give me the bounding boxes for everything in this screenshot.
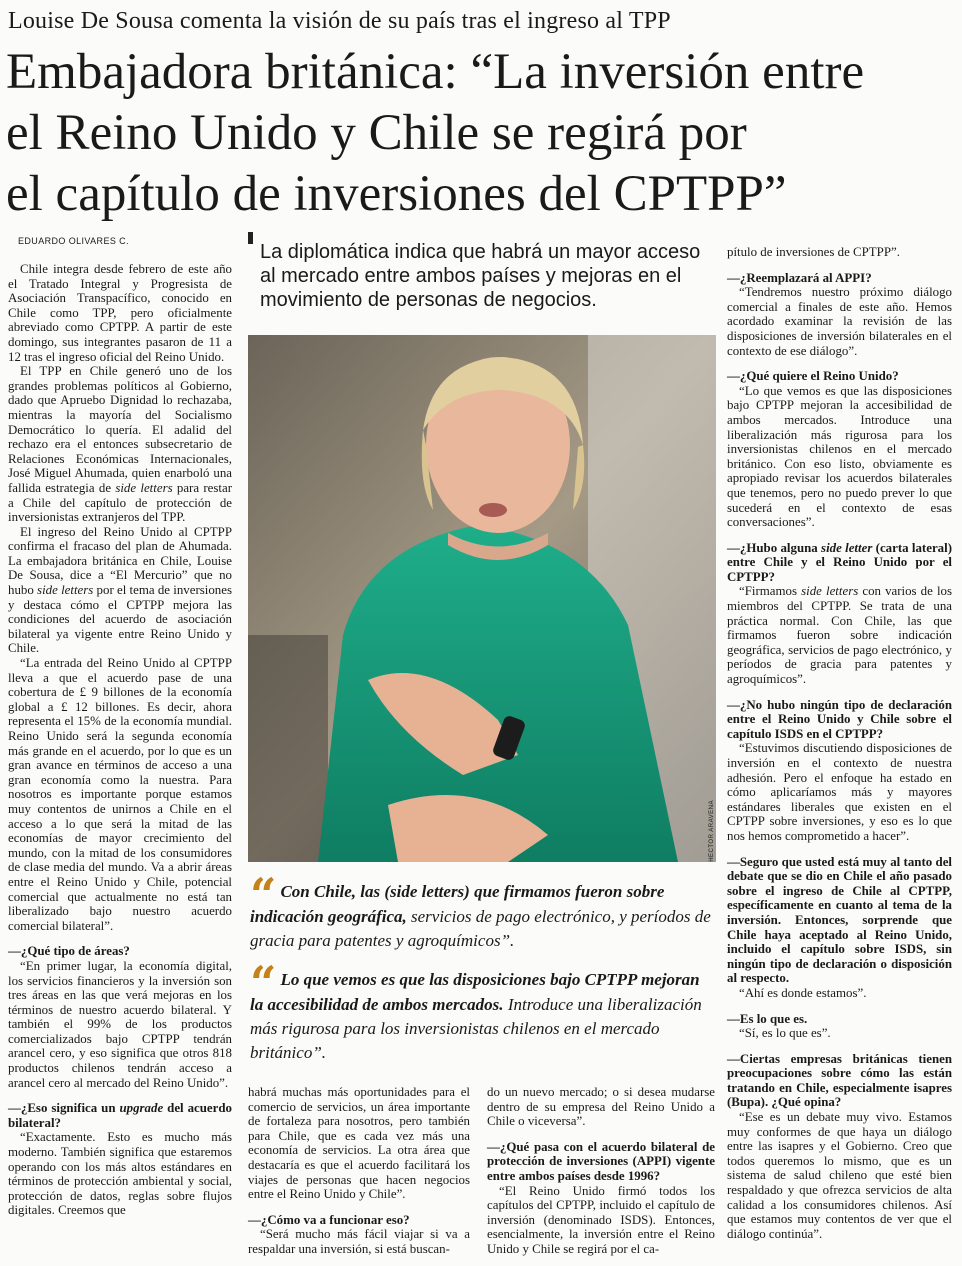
ambassador-photo	[248, 335, 716, 862]
article-column-2	[248, 1085, 470, 1257]
headline-line-1: Embajadora británica: “La inversión entre	[6, 44, 865, 100]
interview-question: —Es lo que es.	[727, 1011, 808, 1026]
interview-answer: “Será mucho más fácil viajar si va a respaldar una inversión, si está buscan-	[248, 1227, 470, 1256]
article-column-3	[487, 1085, 715, 1257]
interview-answer: “Exactamente. Esto es mucho más moderno. También significa que estaremos operando con los más altos estándares en términos de protección ambiental y social, protección de datos, reglas sobre flujos digitales. Creemos que	[8, 1130, 232, 1218]
interview-question: —¿Qué tipo de áreas?	[8, 944, 130, 959]
pull-quote-1: “ Con Chile, las (side letters) que firmamos fueron sobre indicación geográfica, servicios de pago electrónico, y períodos de gracia para patentes y agroquímicos”.	[250, 868, 711, 950]
paragraph: Chile integra desde febrero de este año el Tratado Integral y Progresista de Asociación Transpacífico, conocido en Chile como TPP, pero oficialmente abreviado como CPTPP. A partir de este domingo, sus integrantes pasaron de 11 a 12 tras el ingreso oficial del Reino Unido.	[8, 262, 232, 364]
quote-mark-icon: “	[250, 868, 277, 922]
interview-answer: “Sí, es lo que es”.	[739, 1026, 831, 1041]
paragraph: “La entrada del Reino Unido al CPTPP lleva a que el acuerdo pase de una cobertura de £ 9 billones de la economía global a £ 12 billones. Es decir, ahora representa el 15% de la economía mundial. Reino Unido será la segunda economía más grande en el acuerdo, por lo que es un gran avance en términos de acceso a una gran economía como la nuestra. Para nosotros es importante porque estamos muy contentos de unirnos a Chile en el acceso a lo que será la mitad de las economías de mayor crecimiento del mundo, con la mitad de los consumidores de clase media del mundo. Va a abrir áreas entre el Reino Unido y Chile, potencial comercial que actualmente no está tan liberalizado bajo nuestro acuerdo comercial bilateral”.	[8, 656, 232, 933]
interview-answer: “En primer lugar, la economía digital, los servicios financieros y la inversión son tres áreas en las que verá mejoras en los términos de nuestro acuerdo bilateral. Y también el 99% de los productos comercializados bajo CPTPP tendrán arancel cero, y eso significa que otros 818 productos chilenos tendrán acceso a arancel cero al mercado del Reino Unido”.	[8, 958, 232, 1090]
lead-marker	[248, 232, 253, 244]
interview-question: —Seguro que usted está muy al tanto del debate que se dio en Chile el año pasado sobre el ingreso de Chile al CPTPP, específicamente en cuanto al tema de la inversión. Entonces, sorprende que Chile haya aceptado al Reino Unido, incluido el capítulo sobre ISDS, sin ningún tipo de declaración o disposición al respecto.	[727, 854, 952, 986]
interview-question: —¿Reemplazará al APPI?	[727, 270, 872, 285]
interview-question: —¿Hubo alguna side letter (carta lateral) entre Chile y el Reino Unido por el CPTPP?	[727, 540, 952, 584]
paragraph: El TPP en Chile generó uno de los grandes problemas políticos al Gobierno, dado que Apruebo Dignidad lo rechazaba, mientras la mayoría del Socialismo Democrático lo quería. El adalid del rechazo era el entonces subsecretario de Relaciones Económicas Internacionales, José Miguel Ahumada, quien enarboló una fallida estrategia de side letters para restar a Chile del capítulo de protección de inversionistas extranjeros del TPP.	[8, 364, 232, 525]
photo-credit: HÉCTOR ARAVENA	[709, 800, 715, 862]
interview-answer: “Ahí es donde estamos”.	[739, 985, 867, 1000]
pull-quote-2: “ Lo que vemos es que las disposiciones bajo CPTPP mejoran la accesibilidad de ambos mercados. Introduce una liberalización más rigurosa para los inversionistas chilenos en el mercado británico”.	[250, 956, 702, 1062]
paragraph: habrá muchas más oportunidades para el comercio de servicios, un área importante de fortaleza para nosotros, pero también para Chile, que es cada vez más una economía de servicios. La otra área que destacaría es que el acuerdo facilitará los viajes de personas que hacen negocios entre el Reino Unido y Chile”.	[248, 1085, 470, 1202]
interview-question: —¿Qué quiere el Reino Unido?	[727, 369, 899, 384]
lead-paragraph: La diplomática indica que habrá un mayor acceso al mercado entre ambos países y mejoras en el movimiento de personas de negocios.	[260, 241, 701, 311]
interview-question: —¿Cómo va a funcionar eso?	[248, 1212, 410, 1227]
quote-mark-icon: “	[250, 956, 277, 1010]
article-column-4	[727, 245, 952, 1241]
byline: EDUARDO OLIVARES C.	[18, 236, 129, 246]
paragraph: pítulo de inversiones de CPTPP”.	[727, 245, 900, 259]
headline-line-2: el Reino Unido y Chile se regirá por	[6, 105, 747, 161]
interview-question: —¿Qué pasa con el acuerdo bilateral de protección de inversiones (APPI) vigente entre ambos países desde 1996?	[487, 1139, 715, 1183]
paragraph: El ingreso del Reino Unido al CPTPP confirma el fracaso del plan de Ahumada. La embajadora británica en Chile, Louise De Sousa, dice a “El Mercurio” que no hubo side letters por el tema de inversiones y destaca cómo el CPTPP mejora las condiciones del acuerdo de asociación bilateral ya vigente entre Reino Unido y Chile.	[8, 524, 232, 656]
interview-answer: “Firmamos side letters con varios de los miembros del CPTPP. Se trata de una práctica normal. Con Chile, las que firmamos fueron sobre indicación geográfica, servicios de pago electrónico, y períodos de gracia para patentes y agroquímicos”.	[727, 584, 953, 687]
interview-answer: “Estuvimos discutiendo disposiciones de inversión en el contexto de nuestra adhesión. Pero el enfoque ha estado en cómo aplicaríamos más y mayores estándares liberales que existen en el CPTPP sobre inversiones, y eso es lo que nos hemos comprometido a hacer”.	[727, 741, 952, 843]
interview-question: —¿No hubo ningún tipo de declaración entre el Reino Unido y Chile sobre el capítulo ISDS en el CPTPP?	[727, 697, 952, 741]
interview-answer: “Ese es un debate muy vivo. Estamos muy conformes de que haya un diálogo entre las isapres y el Gobierno. Creo que todos queremos lo mismo, que es un sistema de salud chileno que esté bien respaldado y que ofrezca servicios de alta calidad a los consumidores chilenos. Así que estamos muy contentos de ver que el diálogo continúa”.	[727, 1110, 952, 1241]
headline-line-3: el capítulo de inversiones del CPTPP”	[6, 166, 787, 222]
interview-question: —Ciertas empresas británicas tienen preocupaciones sobre cómo las están tratando en Chile, especialmente isapres (Bupa). ¿Qué opina?	[727, 1051, 952, 1110]
paragraph: do un nuevo mercado; o si desea mudarse dentro de su empresa del Reino Unido a Chile o viceversa”.	[487, 1085, 715, 1129]
interview-answer: “Tendremos nuestro próximo diálogo comercial a finales de este año. Hemos acordado examinar la revisión de las disposiciones de inversión bilaterales en el contexto de ese diálogo”.	[727, 285, 952, 358]
interview-question: —¿Eso significa un upgrade del acuerdo bilateral?	[8, 1101, 232, 1130]
interview-answer: “El Reino Unido firmó todos los capítulos del CPTPP, incluido el capítulo de inversión (denominado ISDS). Entonces, esencialmente, la inversión entre el Reino Unido y Chile se regirá por el ca-	[487, 1183, 715, 1256]
kicker: Louise De Sousa comenta la visión de su país tras el ingreso al TPP	[8, 8, 671, 34]
headline	[6, 42, 956, 225]
interview-answer: “Lo que vemos es que las disposiciones bajo CPTPP mejoran la accesibilidad de ambos mercados. Introduce una liberalización más rigurosa para los inversionistas chilenos en el mercado británico. Con eso listo, obviamente es apropiado revisar los acuerdos bilaterales que tenemos, pero no puedo prever lo que sucederá en el contexto de esas conversaciones”.	[727, 383, 952, 530]
article-column-1	[8, 262, 232, 1218]
